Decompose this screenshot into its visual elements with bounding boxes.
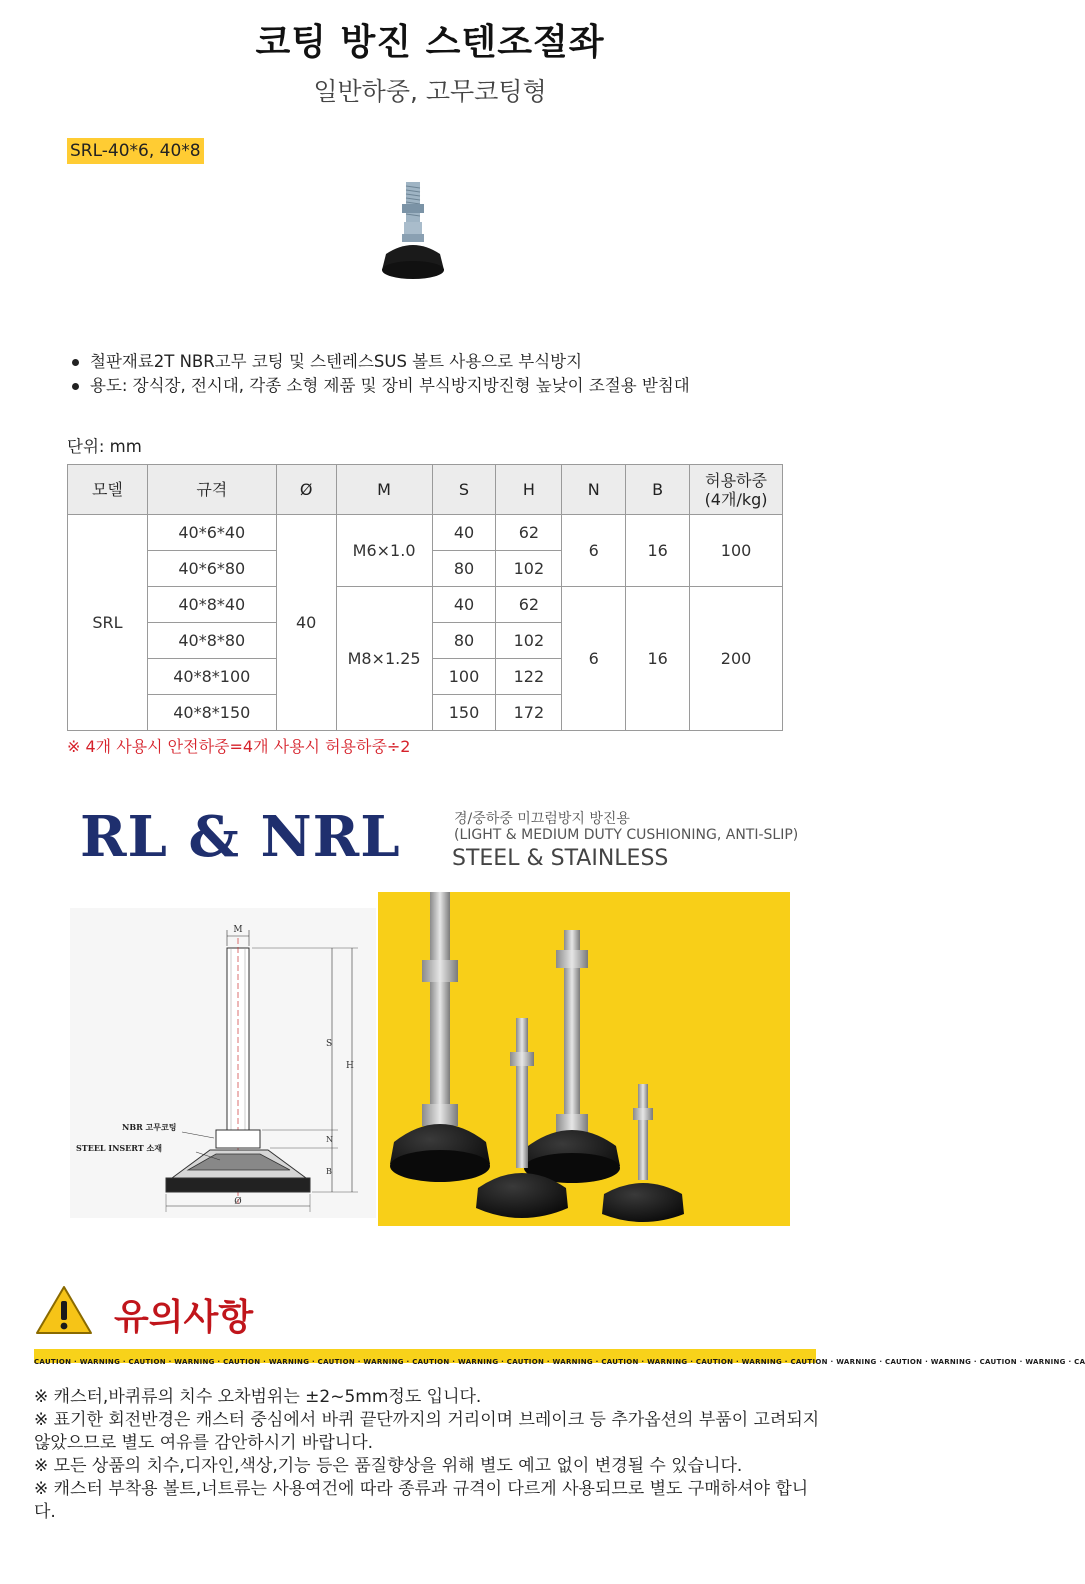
header-diameter: Ø: [276, 465, 336, 515]
dim-label-m: M: [233, 925, 243, 935]
cell-n: 6: [562, 515, 626, 587]
cell-h: 62: [496, 515, 562, 551]
cell-s: 40: [432, 515, 496, 551]
table-row: [68, 515, 783, 551]
table-header-row: [68, 465, 783, 515]
caution-tape: [34, 1349, 1085, 1366]
cell-model: SRL: [68, 515, 148, 731]
dim-label-n: N: [326, 1135, 333, 1144]
banner-english-desc: (LIGHT & MEDIUM DUTY CUSHIONING, ANTI-SLIP): [454, 827, 799, 843]
banner-korean-desc: 경/중하중 미끄럼방지 방진용: [454, 811, 630, 827]
product-photo: [376, 178, 460, 290]
cell-h: 62: [496, 587, 562, 623]
foot-small-center: [476, 1018, 568, 1218]
cell-load: 100: [690, 515, 783, 587]
cell-s: 150: [432, 695, 496, 731]
caution-header: [34, 1284, 814, 1340]
header-load: [690, 465, 783, 515]
header-spec: 규격: [147, 465, 276, 515]
model-tag: SRL-40*6, 40*8: [67, 138, 204, 164]
header-load-title: 허용하중: [705, 470, 767, 490]
cell-spec: 40*8*150: [147, 695, 276, 731]
base-pad-image: [382, 245, 444, 279]
notice-item: ※ 표기한 회전반경은 캐스터 중심에서 바퀴 끝단까지의 거리이며 브레이크 등 추가옵션의 부품이 고려되지 않았으므로 별도 여유를 감안하시기 바랍니다.: [34, 1410, 820, 1453]
spec-table: [67, 464, 783, 731]
notice-item: ※ 캐스터,바퀴류의 치수 오차범위는 ±2~5mm정도 입니다.: [34, 1387, 482, 1407]
banner-title: RL & NRL: [80, 804, 401, 870]
cell-h: 122: [496, 659, 562, 695]
dim-label-diameter: Ø: [234, 1197, 242, 1207]
cell-s: 100: [432, 659, 496, 695]
cell-s: 80: [432, 623, 496, 659]
header-m: M: [336, 465, 432, 515]
product-banner: [70, 800, 800, 1240]
header-load-unit: (4개/kg): [704, 489, 768, 509]
product-lineup-photo: [378, 892, 790, 1226]
cell-spec: 40*6*40: [147, 515, 276, 551]
banner-material: STEEL & STAINLESS: [452, 846, 669, 871]
page-title: 코팅 방진 스텐조절좌: [255, 22, 605, 63]
cell-load: 200: [690, 587, 783, 731]
leveling-feet-illustration: [378, 892, 790, 1226]
foot-large-left: [390, 892, 490, 1182]
header-h: H: [496, 465, 562, 515]
feature-list: [72, 350, 832, 398]
cell-h: 102: [496, 551, 562, 587]
technical-drawing: [70, 908, 376, 1218]
caution-title: 유의사항: [114, 1297, 254, 1338]
notice-item: ※ 캐스터 부착용 볼트,너트류는 사용여건에 따라 종류과 규격이 다르게 사용되므로 별도 구매하셔야 합니다.: [34, 1479, 809, 1522]
table-row: [68, 587, 783, 623]
foot-large-right: [524, 930, 620, 1183]
table-note: ※ 4개 사용시 안전하중=4개 사용시 허용하중÷2: [67, 737, 411, 756]
unit-label: 단위: mm: [67, 437, 142, 456]
cell-b: 16: [626, 515, 690, 587]
callout-insert: STEEL INSERT 소재: [76, 1143, 162, 1153]
dim-label-s: S: [326, 1039, 333, 1049]
cell-h: 172: [496, 695, 562, 731]
cell-s: 80: [432, 551, 496, 587]
cell-spec: 40*6*80: [147, 551, 276, 587]
header-b: B: [626, 465, 690, 515]
dim-label-b: B: [326, 1167, 332, 1176]
cell-spec: 40*8*100: [147, 659, 276, 695]
feature-item: 용도: 장식장, 전시대, 각종 소형 제품 및 장비 부식방지방진형 높낮이 조절용 받침대: [72, 374, 832, 398]
cell-spec: 40*8*40: [147, 587, 276, 623]
cell-n: 6: [562, 587, 626, 731]
cell-diameter: 40: [276, 515, 336, 731]
cell-m: M6×1.0: [336, 515, 432, 587]
cell-m: M8×1.25: [336, 587, 432, 731]
page-subtitle: 일반하중, 고무코팅형: [313, 77, 547, 106]
cell-b: 16: [626, 587, 690, 731]
notice-list: [34, 1386, 824, 1524]
cell-h: 102: [496, 623, 562, 659]
cell-s: 40: [432, 587, 496, 623]
feature-item: 철판재료2T NBR고무 코팅 및 스텐레스SUS 볼트 사용으로 부식방지: [72, 350, 832, 374]
caution-tape-text: CAUTION · WARNING · CAUTION · WARNING · CAUTION · WARNING · CAUTION · WARNING · CAUTION · WARNING · CAUTION · WARNING · CAUTION · WARNING · CAUTION · WARNING · CAUTION · WARNING · CAUTION · WARNING · CAUTION · WARNING · CA: [34, 1358, 1085, 1366]
cell-spec: 40*8*80: [147, 623, 276, 659]
warning-triangle-icon: [34, 1284, 94, 1336]
dim-label-h: H: [346, 1061, 354, 1071]
header-model: 모델: [68, 465, 148, 515]
header-n: N: [562, 465, 626, 515]
callout-nbr: NBR 고무코팅: [122, 1122, 177, 1132]
bolt-image: [402, 182, 424, 242]
notice-item: ※ 모든 상품의 치수,디자인,색상,기능 등은 품질향상을 위해 별도 예고 없이 변경될 수 있습니다.: [34, 1456, 743, 1476]
header-s: S: [432, 465, 496, 515]
